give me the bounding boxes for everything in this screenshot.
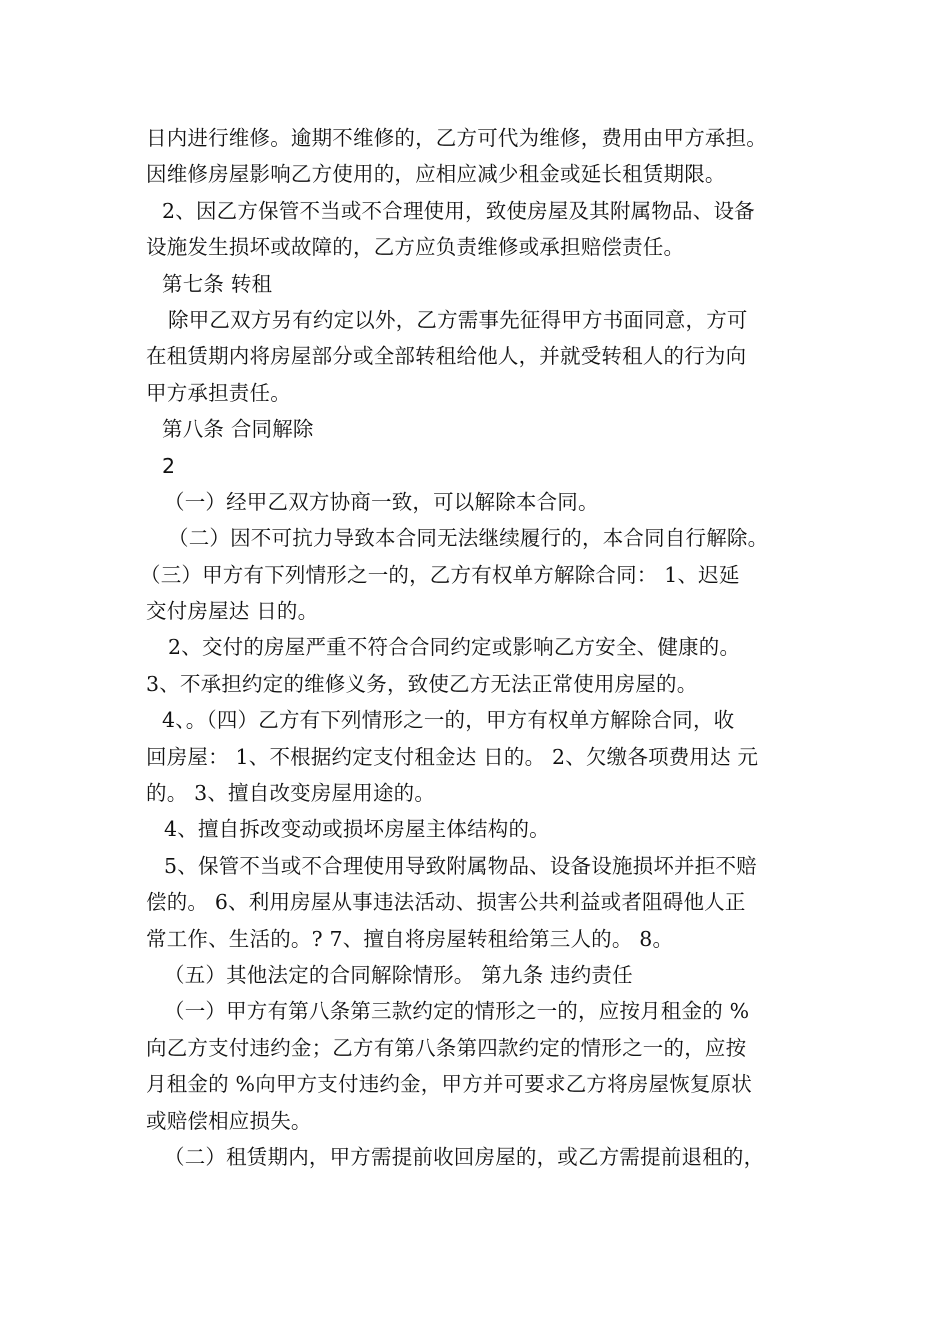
text-line: （一）经甲乙双方协商一致，可以解除本合同。 <box>164 489 599 514</box>
text-line: （二）租赁期内，甲方需提前收回房屋的，或乙方需提前退租的， <box>164 1144 765 1169</box>
text-line: 3、不承担约定的维修义务，致使乙方无法正常使用房屋的。 <box>146 671 698 696</box>
text-line: 交付房屋达 日的。 <box>146 599 319 624</box>
text-line: 的。 3、擅自改变房屋用途的。 <box>146 781 436 806</box>
text-line: 甲方承担责任。 <box>146 380 291 405</box>
contract-text <box>140 120 826 1175</box>
text-line: 因维修房屋影响乙方使用的，应相应减少租金或延长租赁期限。 <box>146 162 726 187</box>
text-line: 5、保管不当或不合理使用导致附属物品、设备设施损坏并拒不赔 <box>164 853 757 878</box>
text-line: 2、交付的房屋严重不符合合同约定或影响乙方安全、健康的。 <box>168 635 741 660</box>
text-line: 设施发生损坏或故障的，乙方应负责维修或承担赔偿责任。 <box>146 235 685 260</box>
section-heading-termination: 第八条 合同解除 <box>162 417 314 442</box>
text-line: 4、擅自拆改变动或损坏房屋主体结构的。 <box>164 817 550 842</box>
text-line: 4、。（四）乙方有下列情形之一的，甲方有权单方解除合同，收 <box>162 708 735 733</box>
text-line: 除甲乙双方另有约定以外，乙方需事先征得甲方书面同意，方可 <box>168 307 748 332</box>
text-line: 常工作、生活的。? 7、擅自将房屋转租给第三人的。 8。 <box>146 926 674 951</box>
text-line: （二）因不可抗力导致本合同无法继续履行的，本合同自行解除。 <box>168 526 769 551</box>
text-line: 或赔偿相应损失。 <box>146 1108 312 1133</box>
text-line: 2、因乙方保管不当或不合理使用，致使房屋及其附属物品、设备 <box>162 198 755 223</box>
text-line: （三）甲方有下列情形之一的，乙方有权单方解除合同： 1、迟延 <box>140 562 740 587</box>
section-heading-sublease: 第七条 转租 <box>162 271 273 296</box>
text-line: （一）甲方有第八条第三款约定的情形之一的，应按月租金的 % <box>164 999 750 1024</box>
text-line: 月租金的 %向甲方支付违约金，甲方并可要求乙方将房屋恢复原状 <box>146 1072 752 1097</box>
text-line: 在租赁期内将房屋部分或全部转租给他人，并就受转租人的行为向 <box>146 344 747 369</box>
text-line: 回房屋： 1、不根据约定支付租金达 日的。 2、欠缴各项费用达 元 <box>146 744 759 769</box>
text-line: 向乙方支付违约金；乙方有第八条第四款约定的情形之一的，应按 <box>146 1035 747 1060</box>
text-line: （五）其他法定的合同解除情形。 第九条 违约责任 <box>164 962 633 987</box>
page-number: 2 <box>162 453 176 478</box>
text-line: 日内进行维修。逾期不维修的，乙方可代为维修，费用由甲方承担。 <box>146 126 767 150</box>
text-line: 偿的。 6、利用房屋从事违法活动、损害公共利益或者阻碍他人正 <box>146 890 746 915</box>
